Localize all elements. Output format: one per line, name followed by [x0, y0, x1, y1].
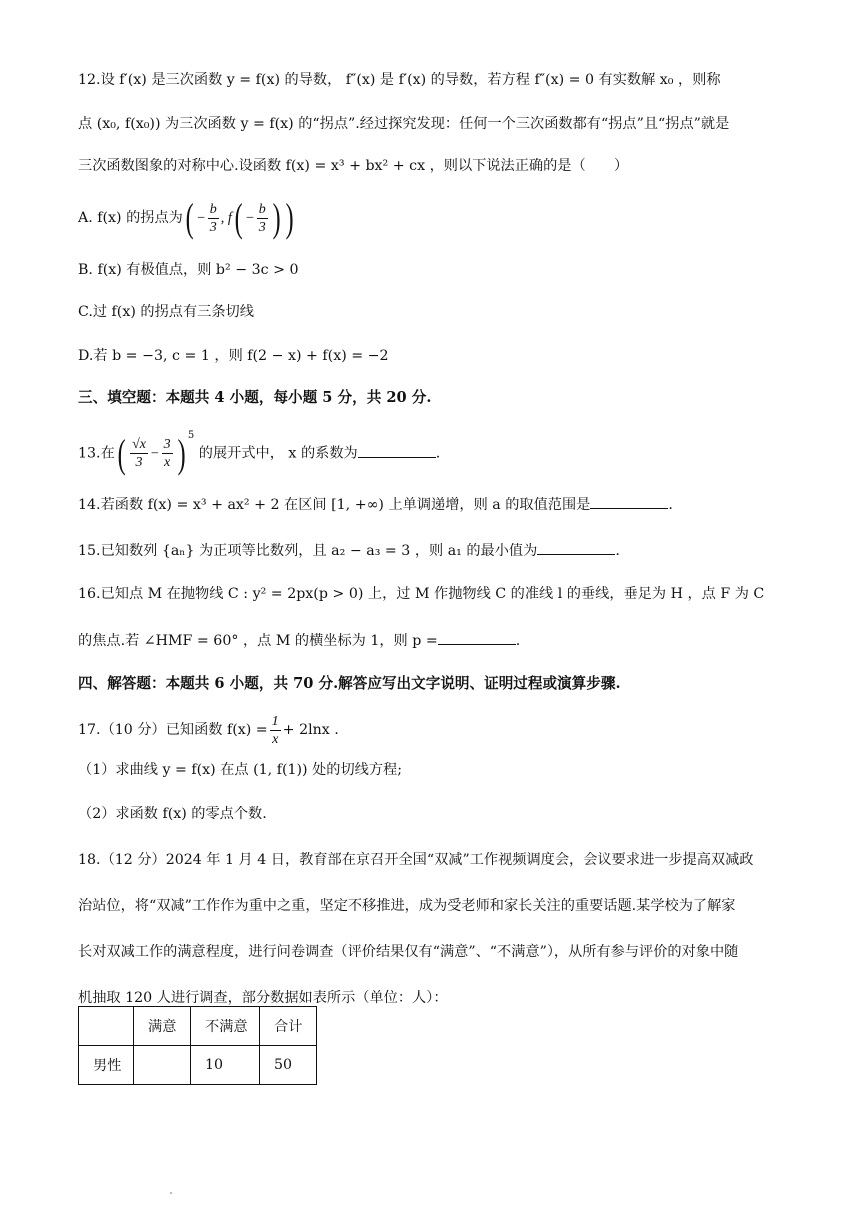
option-a-fraction-1: $\frac{b}{3}$ — [209, 201, 217, 235]
table-cell: 男性 — [79, 1046, 134, 1085]
q14-text: 14.若函数 f(x) = x³ + ax² + 2 在区间 [1, +∞) 上单调递增，则 a 的取值范围是 — [78, 497, 591, 513]
option-a-prefix: A. f(x) 的拐点为 — [78, 210, 183, 226]
scan-speck — [170, 1192, 172, 1194]
q13-fraction-1: $\frac{√x}{3}$ — [132, 437, 146, 471]
q13-answer-blank[interactable] — [358, 443, 436, 458]
q12-option-c: C.过 f(x) 的拐点有三条切线 — [78, 304, 254, 320]
q12-line-2: 点 (x₀, f(x₀)) 为三次函数 y = f(x) 的“拐点”.经过探究发现：任何一个三次函数都有“拐点”且“拐点”就是 — [78, 116, 730, 132]
q15-answer-blank[interactable] — [537, 540, 615, 555]
q13-suffix: 的展开式中， x 的系数为 — [198, 445, 358, 462]
table-header-row — [79, 1007, 317, 1046]
table-cell — [134, 1046, 191, 1085]
table-cell: 10 — [191, 1046, 260, 1085]
survey-table — [78, 1006, 317, 1085]
q13-exponent: 5 — [187, 430, 195, 441]
q15: 15.已知数列 {aₙ} 为正项等比数列，且 a₂ − a₃ = 3 ，则 a₁ 的最小值为 . — [78, 540, 620, 561]
q12-option-d: D.若 b = −3, c = 1 ，则 f(2 − x) + f(x) = −2 — [78, 348, 389, 364]
q17-part-2: （2）求函数 f(x) 的零点个数. — [78, 806, 267, 822]
table-header-cell: 合计 — [260, 1007, 317, 1046]
q13-prefix: 13.在 — [78, 445, 115, 462]
q14: 14.若函数 f(x) = x³ + ax² + 2 在区间 [1, +∞) 上单调递增，则 a 的取值范围是 . — [78, 494, 673, 515]
q16-line-1: 16.已知点 M 在抛物线 C : y² = 2px(p > 0) 上，过 M 作抛物线 C 的准线 l 的垂线，垂足为 H ，点 F 为 C — [78, 586, 765, 602]
q15-text: 15.已知数列 {aₙ} 为正项等比数列，且 a₂ − a₃ = 3 ，则 a₁ 的最小值为 — [78, 543, 538, 559]
table-header-cell: 满意 — [134, 1007, 191, 1046]
q18-line-3: 长对双减工作的满意程度，进行问卷调查（评价结果仅有“满意”、“不满意”），从所有参与评价的对象中随 — [78, 944, 739, 960]
table-header-cell — [79, 1007, 134, 1046]
q12-line-1: 12.设 f′(x) 是三次函数 y = f(x) 的导数， f″(x) 是 f′(x) 的导数，若方程 f″(x) = 0 有实数解 x₀ ，则称 — [78, 72, 721, 88]
section-4-heading: 四、解答题：本题共 6 小题，共 70 分.解答应写出文字说明、证明过程或演算步骤. — [78, 675, 621, 692]
table-cell: 50 — [260, 1046, 317, 1085]
q12-option-b: B. f(x) 有极值点，则 b² − 3c > 0 — [78, 262, 299, 278]
section-3-heading: 三、填空题：本题共 4 小题，每小题 5 分，共 20 分. — [78, 389, 432, 406]
q17-fraction: $\frac{1}{x}$ — [271, 713, 279, 747]
option-a-fraction-2: $\frac{b}{3}$ — [258, 201, 266, 235]
q14-answer-blank[interactable] — [590, 494, 668, 509]
q13-fraction-2: $\frac{3}{x}$ — [163, 437, 171, 471]
q17-part-1: （1）求曲线 y = f(x) 在点 (1, f(1)) 处的切线方程; — [78, 762, 402, 778]
q18-line-1: 18.（12 分）2024 年 1 月 4 日，教育部在京召开全国“双减”工作视频调度会，会议要求进一步提高双减政 — [78, 852, 754, 868]
q16-answer-blank[interactable] — [438, 630, 516, 645]
q17-stem: 17.（10 分）已知函数 f(x) = $\frac{1}{x}$ + 2lnx . — [78, 713, 339, 747]
q12-option-a: A. f(x) 的拐点为( − $\frac{b}{3}$ , f( − $\frac{b}{3}$ ) ) — [78, 195, 294, 240]
table-header-cell: 不满意 — [191, 1007, 260, 1046]
q18-line-2: 治站位，将“双减”工作作为重中之重，坚定不移推进，成为受老师和家长关注的重要话题.某学校为了解家 — [78, 898, 736, 914]
q13: 13.在( $\frac{√x}{3}$ − $\frac{3}{x}$ ) $^5$ 的展开式中， x 的系数为 . — [78, 430, 441, 476]
table-row — [79, 1046, 317, 1085]
q16-line-2: 的焦点.若 ∠HMF = 60° ，点 M 的横坐标为 1，则 p = . — [78, 630, 520, 651]
q12-line-3: 三次函数图象的对称中心.设函数 f(x) = x³ + bx² + cx ，则以下说法正确的是（ ） — [78, 158, 629, 174]
q18-line-4: 机抽取 120 人进行调查，部分数据如表所示（单位：人）： — [78, 990, 448, 1006]
